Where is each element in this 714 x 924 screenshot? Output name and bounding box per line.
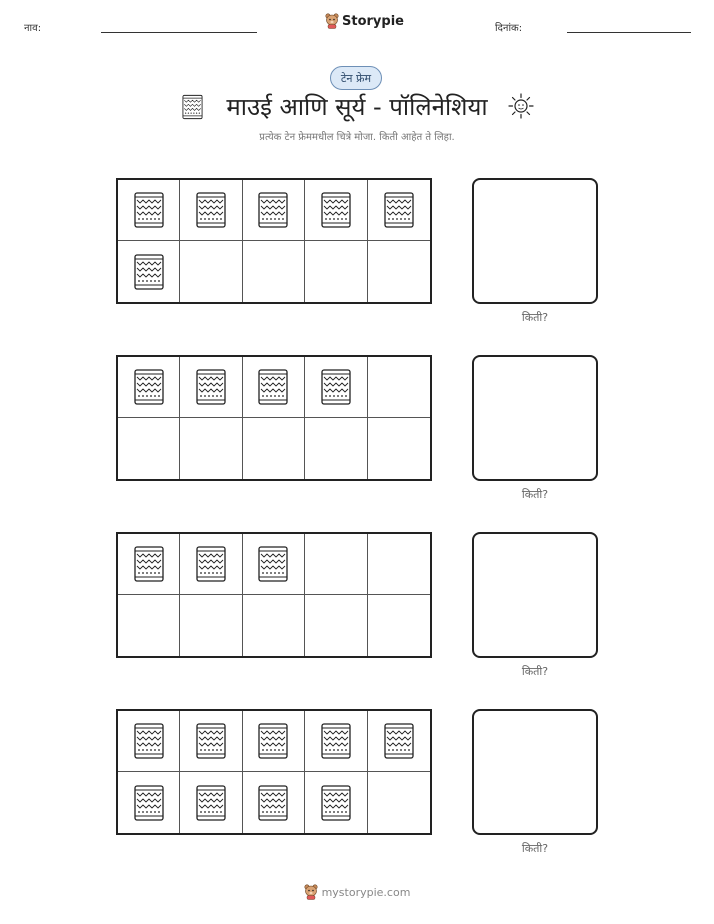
ten-frame-cell (243, 357, 305, 418)
answer-label: किती? (521, 488, 549, 501)
footer-url[interactable]: mystorypie.com (321, 885, 411, 899)
answer-box-2[interactable] (472, 355, 598, 481)
answer-box-1[interactable] (472, 178, 598, 304)
ten-frame-cell (180, 595, 242, 656)
drum-icon (258, 191, 288, 229)
answer-label: किती? (521, 665, 549, 678)
ten-frame-cell (368, 180, 430, 241)
ten-frame-cell (243, 534, 305, 595)
ten-frame-cell (305, 357, 367, 418)
drum-icon (134, 253, 164, 291)
ten-frame-cell (180, 418, 242, 479)
sun-icon (508, 93, 534, 119)
ten-frame-cell (305, 534, 367, 595)
name-label: नाव: (24, 23, 42, 34)
page-title: माउई आणि सूर्य - पॉलिनेशिया (226, 93, 488, 121)
ten-frame-cell (180, 357, 242, 418)
ten-frame-cell (368, 357, 430, 418)
footer (0, 884, 714, 900)
ten-frame-cell (368, 772, 430, 833)
drum-icon (258, 722, 288, 760)
ten-frame-cell (243, 772, 305, 833)
ten-frame-cell (180, 241, 242, 302)
ten-frame-cell (180, 772, 242, 833)
ten-frame-cell (305, 595, 367, 656)
ten-frame-cell (243, 180, 305, 241)
ten-frame-3 (116, 532, 432, 658)
ten-frame-cell (243, 241, 305, 302)
ten-frame-cell (305, 418, 367, 479)
drum-icon (134, 191, 164, 229)
ten-frame-cell (118, 711, 180, 772)
drum-icon (258, 545, 288, 583)
ten-frame-cell (368, 241, 430, 302)
date-label: दिनांक: (495, 23, 523, 34)
ten-frame-2 (116, 355, 432, 481)
drum-icon (196, 368, 226, 406)
bear-mascot-icon (304, 884, 318, 900)
ten-frame-cell (305, 241, 367, 302)
worksheet-type-badge: टेन फ्रेम (330, 66, 382, 90)
ten-frame-cell (368, 534, 430, 595)
ten-frame-cell (118, 241, 180, 302)
ten-frame-cell (368, 711, 430, 772)
ten-frame-cell (243, 418, 305, 479)
ten-frame-cell (243, 595, 305, 656)
instruction-text: प्रत्येक टेन फ्रेममधील चित्रे मोजा. किती आहेत ते लिहा. (259, 132, 455, 143)
ten-frame-cell (305, 180, 367, 241)
ten-frame-cell (305, 772, 367, 833)
ten-frame-cell (180, 534, 242, 595)
drum-icon (134, 545, 164, 583)
drum-icon (258, 368, 288, 406)
drum-icon (321, 722, 351, 760)
ten-frame-cell (305, 711, 367, 772)
ten-frame-cell (118, 418, 180, 479)
date-line[interactable] (567, 32, 691, 33)
ten-frame-cell (118, 357, 180, 418)
answer-box-4[interactable] (472, 709, 598, 835)
drum-icon (134, 368, 164, 406)
drum-icon (258, 784, 288, 822)
ten-frame-cell (180, 180, 242, 241)
drum-icon (134, 722, 164, 760)
ten-frame-cell (368, 595, 430, 656)
drum-icon (321, 368, 351, 406)
ten-frame-cell (118, 595, 180, 656)
ten-frame-cell (118, 180, 180, 241)
drum-icon (321, 191, 351, 229)
drum-icon (134, 784, 164, 822)
answer-box-3[interactable] (472, 532, 598, 658)
ten-frame-cell (118, 772, 180, 833)
ten-frame-cell (118, 534, 180, 595)
brand-name: Storypie (342, 13, 404, 29)
drum-icon (384, 191, 414, 229)
answer-label: किती? (521, 311, 549, 324)
ten-frame-cell (368, 418, 430, 479)
bear-mascot-icon (325, 13, 339, 29)
ten-frame-cell (243, 711, 305, 772)
drum-icon (196, 722, 226, 760)
answer-label: किती? (521, 842, 549, 855)
drum-icon (196, 545, 226, 583)
brand-logo (325, 13, 404, 29)
ten-frame-1 (116, 178, 432, 304)
drum-icon (384, 722, 414, 760)
drum-icon (196, 784, 226, 822)
ten-frame-4 (116, 709, 432, 835)
name-line[interactable] (101, 32, 257, 33)
drum-icon (196, 191, 226, 229)
drum-icon (321, 784, 351, 822)
ten-frame-cell (180, 711, 242, 772)
